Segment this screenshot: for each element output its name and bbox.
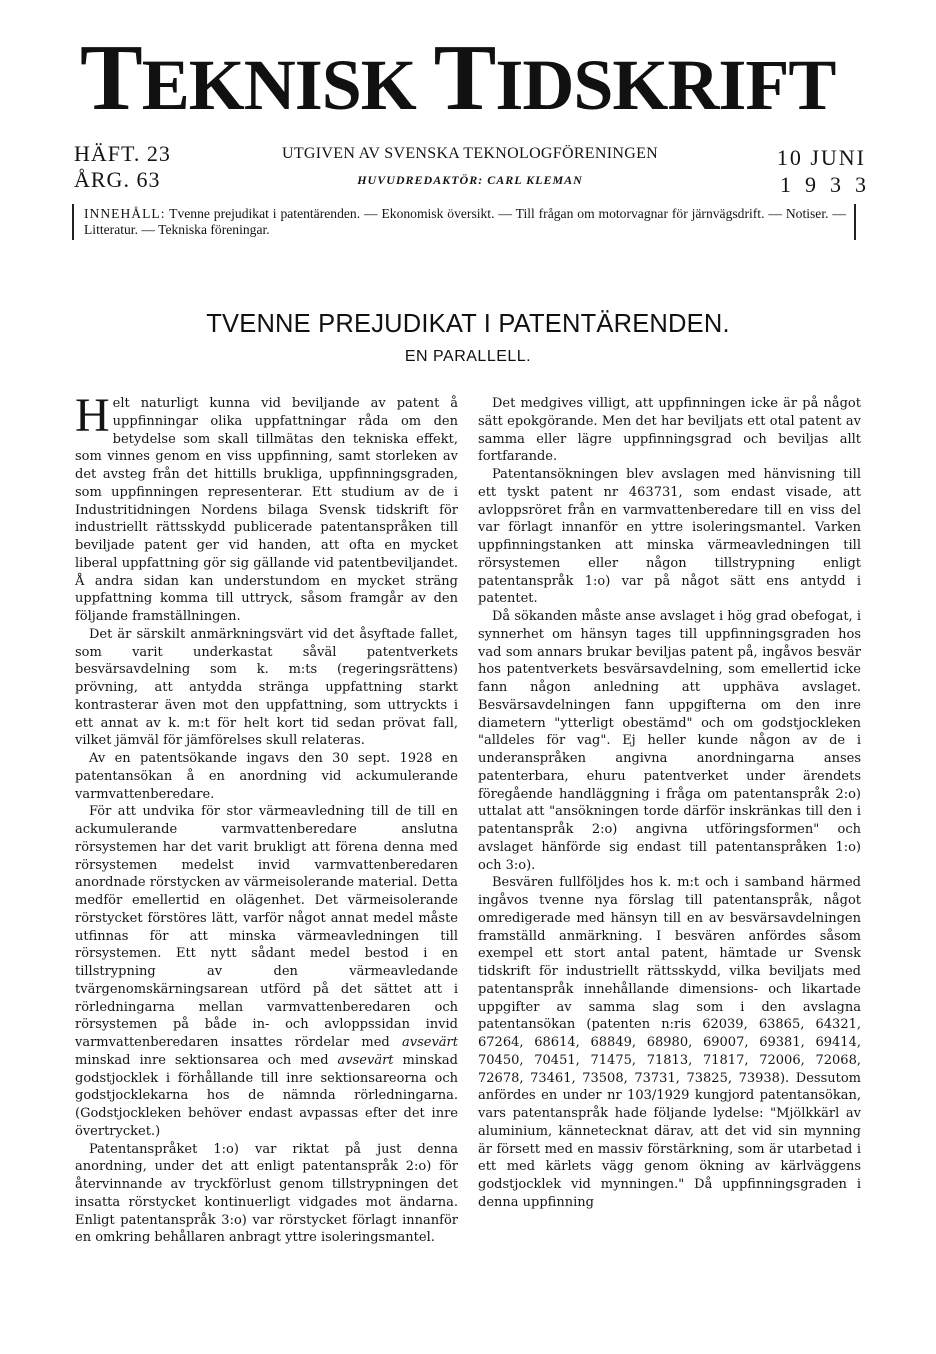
paragraph-1-text: elt naturligt kunna vid beviljande av patent å uppfinningar olika uppfattningar råda om den betydelse som skall tillmätas den tekniska effekt, som vinnes genom en viss uppfinning, samt storleken av det avsteg från det hittills brukliga, uppfinningsgraden, som uppfinningen representerar. Ett studium av de i Industritidningen Nordens bilaga Svensk tidskrift för industriellt rättsskydd publicerade patentanspråken till beviljade patent ger vid handen, att ofta en mycket liberal uppfattning gör sig gällande vid patentbeviljandet. Å andra sidan kan understundom en mycket sträng uppfattning komma till uttryck, såsom framgår av den följande framställningen.	[75, 396, 458, 624]
masthead-word-1: EKNISK	[141, 45, 416, 125]
paragraph-2: Det är särskilt anmärkningsvärt vid det åsyftade fallet, som varit underkastat såväl patentverkets besvärsavdelning som k. m:ts (regeringsrättens) prövning, att antydda stränga uppfattning starkt kontrasterar även mot den uppfattning, som uttryckts i ett annat av k. m:t för helt kort tid sedan prövat fall, vilket jämväl för jämförelses skull relateras.	[75, 626, 458, 749]
paragraph-8: Då sökanden måste anse avslaget i hög grad obefogat, i synnerhet om hänsyn tages till uppfinningsgraden hos vad som annars brukar beviljas patent på, ingåvos besvär hos patentverkets besvärsavdelning, som emellertid icke fann någon anledning att upphäva avslaget. Besvärsavdelningen fann uppgifterna om den inre diametern "ytterligt obestämd" och om godstjockleken "alldeles för vag". Ej heller kunde någon av de i underanspråken angivna anordningarna anses patenterbara, ehuru patentverket under ärendets föregående handläggning i fråga om patentanspråk 2:o) uttalat att "ansökningen torde därför inskränkas till den i patentanspråk 2:o) angivna utföringsformen" och avslaget hänförde sig endast till patentanspråken 1:o) och 3:o).	[478, 609, 861, 873]
issue-number: HÄFT. 23	[74, 141, 171, 166]
contents-text: Tvenne prejudikat i patentärenden. — Ekonomisk översikt. — Till frågan om motorvagnar för järnvägsdrift. — Notiser. — Litteratur. — Tekniska föreningar.	[84, 206, 846, 237]
paragraph-4	[75, 803, 458, 1140]
paragraph-4-emphasis-2: avsevärt	[337, 1052, 394, 1068]
paragraph-4-text-b: minskad inre sektionsarea och med	[75, 1052, 329, 1068]
article-column-left	[75, 395, 458, 1275]
paragraph-4-text-c: minskad godstjocklek i förhållande till inre sektionsareorna och godstjocklekarna hos de nämnda rörledningarna. (Godstjockleken behöver endast avpassas efter det inre övertrycket.)	[75, 1052, 458, 1139]
table-of-contents	[72, 204, 856, 240]
paragraph-4-text-a: För att undvika för stor värmeavledning till de till en ackumulerande varmvattenberedare anslutna rörsystemen har det varit brukligt att förena denna med rörsystemen medelst invid varmvattenberedaren anordnade rörstycken av värmeisolerande material. Detta medför emellertid en olägenhet. Det värmeisolerande rörstycket förstöres lätt, varför något annat medel måste utfinnas för att minska värmeavledningen till rörsystemen. Ett nytt sådant medel bestod i en tillstrypning av den värmeavledande tvärgenomskärningsarean utförd på det sättet att i rörledningarna mellan varmvattenberedaren och rörsystemen på både in- och avloppssidan invid varmvattenberedaren insattes rördelar med	[75, 804, 458, 1050]
contents-label: INNEHÅLL:	[84, 206, 166, 221]
issue-date	[776, 144, 880, 198]
paragraph-4-emphasis-1: avsevärt	[402, 1035, 458, 1050]
masthead-title	[80, 28, 870, 128]
paragraph-1	[75, 395, 458, 626]
masthead-initial-1: T	[80, 26, 142, 130]
article-column-right	[478, 395, 861, 1275]
paragraph-3: Av en patentsökande ingavs den 30 sept. 1928 en patentansökan å en anordning vid ackumulerande varmvattenberedare.	[75, 751, 458, 802]
paragraph-7: Patentansökningen blev avslagen med hänvisning till ett tyskt patent nr 463731, som endast visade, att avloppsröret från en varmvattenberedare till en viss del var förlagt innanför en yttre isoleringsmantel. Varken uppfinningstanken att minska värmeavledningen till rörsystemen eller någon tillstrypning enligt patentanspråk 1:o) var på något sätt ens antydd i patentet.	[478, 467, 861, 607]
article-subtitle: EN PARALLELL.	[404, 348, 532, 365]
paragraph-6: Det medgives villigt, att uppfinningen icke är på något sätt epokgörande. Men det har beviljats ett otal patent av samma eller lägre uppfinningsgrad och beviljas allt fortfarande.	[478, 396, 861, 465]
paragraph-5: Patentanspråket 1:o) var riktat på just denna anordning, under det att enligt patentanspråk 2:o) för återvinnande av tryckförlust genom tillstrypningen det insatta rörstycket kontinuerligt vidgades mot ändarna. Enligt patentanspråk 3:o) var rörstycket förlagt innanför en omkring behållaren anbragt yttre isoleringsmantel.	[75, 1141, 458, 1246]
paragraph-9: Besvären fullföljdes hos k. m:t och i samband härmed ingåvos tvenne nya förslag till patentanspråk, något omredigerade med hänsyn till en av besvärsavdelningen framställd anmärkning. I besvären anfördes såsom exempel ett stort antal patent, hämtade ur Svensk tidskrift för industriellt rättsskydd, vilka beviljats med patentanspråk innehållande dimensions- och likartade uppgifter av samma slag som i den avslagna patentansökan (patenten n:ris 62039, 63865, 64321, 67264, 68614, 68849, 68980, 69007, 69381, 69414, 70450, 70451, 71475, 71813, 71817, 72006, 72068, 72678, 73461, 73508, 73731, 73825, 73938). Dessutom anfördes en under nr 103/1929 kungjord patentansökan, vars patentanspråk hade följande lydelse: "Mjölkkärl av aluminium, kännetecknat därav, att det vid sin mynning är försett med en massiv förstärkning, som är utarbetad i ett med kärlets vägg genom ökning av kärlväggens godstjocklek vid mynningen." Då uppfinningsgraden i denna uppfinning	[478, 875, 861, 1210]
issue-volume: ÅRG. 63	[74, 167, 161, 192]
editor-line: HUVUDREDAKTÖR: CARL KLEMAN	[357, 173, 583, 187]
date-year: 1933	[780, 172, 880, 197]
masthead-initial-2: T	[433, 26, 496, 130]
drop-cap: H	[75, 395, 110, 442]
publisher-line: UTGIVEN AV SVENSKA TEKNOLOGFÖRENINGEN	[282, 145, 658, 162]
issue-info	[74, 141, 171, 193]
article-title: TVENNE PREJUDIKAT I PATENTÄRENDEN.	[206, 310, 730, 338]
date-day-month: 10 JUNI	[776, 145, 866, 170]
masthead-word-2: IDSKRIFT	[495, 45, 836, 125]
